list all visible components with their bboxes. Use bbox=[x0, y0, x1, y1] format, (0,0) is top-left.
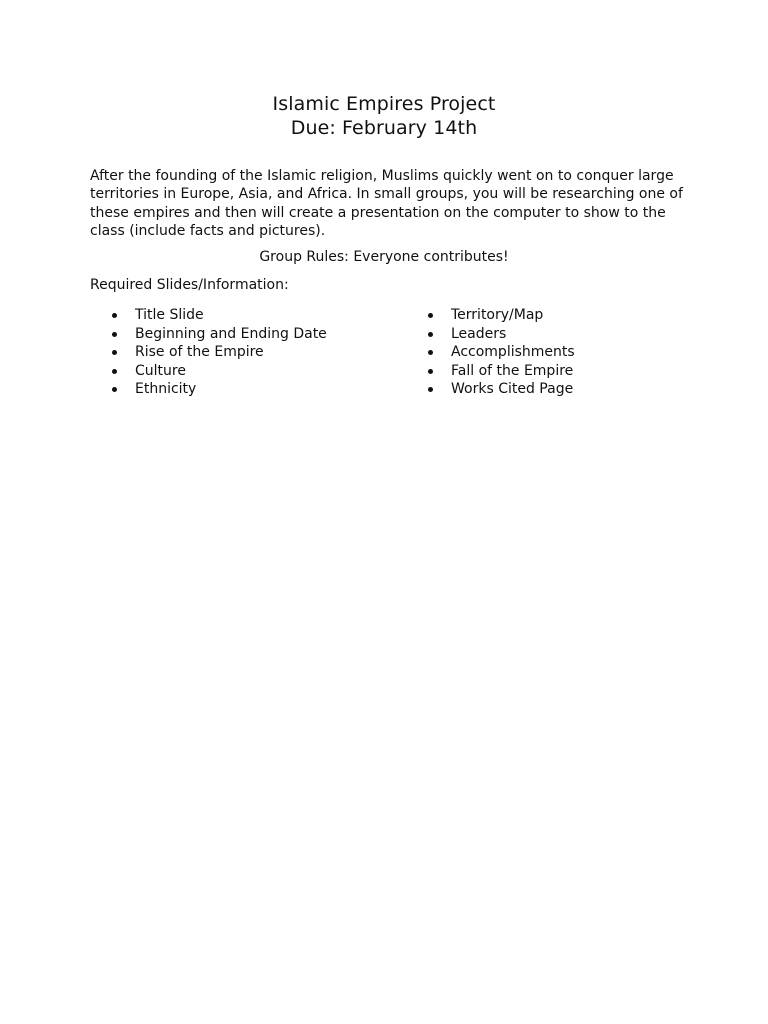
list-item-text: Fall of the Empire bbox=[451, 362, 574, 379]
list-item-text: Beginning and Ending Date bbox=[135, 325, 327, 342]
list-item bbox=[112, 362, 327, 381]
due-date: Due: February 14th bbox=[290, 117, 478, 139]
required-list-left bbox=[112, 306, 327, 399]
bullet-icon bbox=[428, 369, 433, 374]
bullet-icon bbox=[112, 369, 117, 374]
required-list-right bbox=[428, 306, 575, 399]
group-rules: Group Rules: Everyone contributes! bbox=[259, 249, 509, 265]
list-item-text: Title Slide bbox=[135, 307, 204, 323]
list-item bbox=[112, 380, 327, 399]
list-item-text: Works Cited Page bbox=[451, 381, 574, 397]
list-item bbox=[428, 306, 575, 325]
list-item bbox=[428, 325, 575, 344]
list-item bbox=[428, 380, 575, 399]
bullet-icon bbox=[112, 332, 117, 337]
bullet-icon bbox=[428, 387, 433, 392]
list-item-text: Accomplishments bbox=[451, 344, 575, 360]
document-header bbox=[0, 92, 768, 140]
list-item bbox=[428, 343, 575, 362]
list-item-text: Rise of the Empire bbox=[135, 344, 264, 360]
bullet-icon bbox=[428, 313, 433, 318]
list-item bbox=[112, 306, 327, 325]
required-slides-label: Required Slides/Information: bbox=[90, 277, 289, 293]
list-item bbox=[112, 343, 327, 362]
list-item-text: Territory/Map bbox=[451, 307, 544, 323]
list-item-text: Culture bbox=[135, 362, 186, 379]
bullet-icon bbox=[112, 313, 117, 318]
intro-paragraph: After the founding of the Islamic religion, Muslims quickly went on to conquer large territories in Europe, Asia, and Africa. In small groups, you will be researching one of these empires and then will create a presentation on the computer to show to the class (include facts and pictures). bbox=[90, 168, 683, 240]
list-item bbox=[112, 325, 327, 344]
bullet-icon bbox=[428, 332, 433, 337]
bullet-icon bbox=[112, 350, 117, 355]
document-title: Islamic Empires Project bbox=[272, 93, 496, 115]
bullet-icon bbox=[428, 350, 433, 355]
bullet-icon bbox=[112, 387, 117, 392]
list-item-text: Ethnicity bbox=[135, 381, 197, 397]
list-item bbox=[428, 362, 575, 381]
list-item-text: Leaders bbox=[451, 325, 507, 342]
